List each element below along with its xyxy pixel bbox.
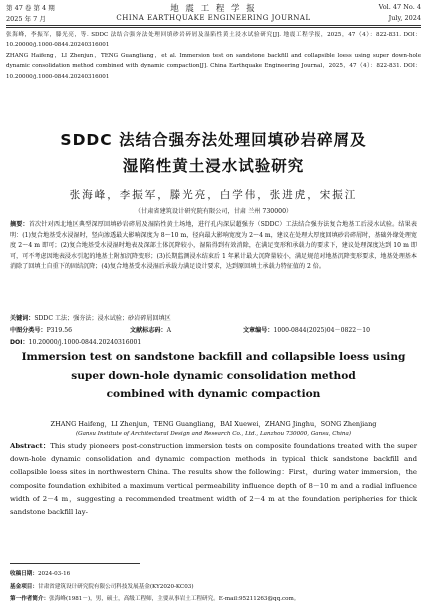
cn-affiliation: （甘肃省建筑设计研究院有限公司，甘肃 兰州 730000） [134, 208, 293, 215]
cn-keywords-text: SDDC 工法；强夯法；浸水试验；砂岩碎屑回填区 [34, 315, 171, 322]
cn-keywords [10, 314, 417, 325]
doi-value: 10.20000/j.1000-0844.20240316001 [28, 339, 142, 346]
doc-code: A [166, 327, 171, 334]
header-volume-en: Vol. 47 No. 4 [378, 3, 421, 11]
en-title-line1: Immersion test on sandstone backfill and collapsible loess using [21, 351, 406, 363]
author-bio-text: 张海峰(1981－)，男，硕士，高级工程师，主要从事岩土工程研究。E-mail:95211263@qq.com。 [49, 596, 300, 602]
meta-line-1 [10, 326, 417, 337]
cn-abstract-text: 首次针对西北地区典型深厚回填砂岩碎屑及湿陷性黄土场地，进行孔内深层超强夯（SDDC）工法结合强夯法复合地基工后浸水试验。结果表明：(1)复合地基受水浸湿时，竖向渗透最大影响深度为 8～10 m，径向最大影响宽度为 2～4 m，建议在处理大厚度回填砂岩碎屑时，基础外缘处理宽度 2～4 m 即可；(2)复合地基受水浸湿时地表及深部土体沉降较小，湿陷得到有效消除，在满足变形和承载力的要求下，建议处理深度达到 10 m 即可，可不考虑因地表浸水引起的地基土附加沉降变形；(3)长期监测浸水结束后 1 年累计最大沉降量较小，满足规范对地基沉降变形要求，地基处理基本消除了回填土自重下的固结沉降；(4)复合地基受水浸湿后承载力满足设计要求，达到原回填土承载力特征值的 2 倍。 [10, 221, 418, 270]
footnote-author [10, 594, 299, 602]
received-date: 2024-03-16 [37, 571, 71, 577]
cn-keywords-label: 关键词： [10, 315, 35, 322]
footnote-received [10, 569, 70, 577]
en-abstract-label: Abstract： [10, 442, 51, 450]
clc-label: 中图分类号： [10, 327, 47, 334]
clc-number: P319.56 [46, 327, 72, 334]
citation-cn: 张海峰，李振军，滕光亮，等. SDDC 法结合强夯法处理回填砂岩碎屑及湿陷性黄土浸水试验研究[J]. 地震工程学报，2025，47（4）：822-831. DOI：10.20000/j.1000-0844.20240316001 [6, 32, 421, 49]
cn-title-line2: 湿陷性黄土浸水试验研究 [122, 157, 305, 175]
header-rule-thin [6, 27, 421, 28]
en-authors: ZHANG Haifeng，LI Zhenjun，TENG Guangliang，BAI Xuewei，ZHANG Jinghu，SONG Zhenjiang [50, 420, 377, 428]
author-bio-label: 第一作者简介： [10, 596, 50, 602]
meta-line-2 [10, 338, 417, 349]
footnote-fund [10, 582, 194, 590]
cn-abstract [10, 220, 417, 273]
cn-authors: 张海峰，李振军，滕光亮，白学伟，张进虎，宋振江 [69, 189, 358, 201]
citation-en: ZHANG Haifeng，LI Zhenjun，TENG Guangliang，et al. Immersion test on sandstone backfill and collapsible loess using super down-hole dynamic consolidation method combined with dynamic compaction[J]. China Earthquake Engineering Journal，2025，47（4）：822-831. DOI：10.20000/j.1000-0844.20240316001 [6, 53, 421, 80]
en-title [0, 348, 427, 404]
cn-abstract-label: 摘要： [10, 221, 29, 228]
en-title-line3: combined with dynamic compaction [106, 388, 321, 401]
en-abstract-text: This study pioneers post-construction immersion tests on composite foundations treated with the super down-hole dynamic consolidation and dynamic compaction methods in typical thick sandstone backfill and collapsible loess sites in northwestern China. The results show the following：First，during water immersion，the composite foundation exhibited a maximum vertical permeability influence depth of 8－10 m and a radial influence width of 2－4 m，suggesting a recommended treatment width of 2－4 m at the foundation peripheries for thick sandstone backfill lay- [10, 442, 417, 517]
fund-label: 基金项目： [10, 584, 38, 590]
header-rule [6, 25, 421, 26]
header-volume-cn: 第 47 卷 第 4 期 [6, 4, 55, 12]
header-journal-cn: 地 震 工 程 学 报 [170, 4, 257, 14]
footnote-rule [10, 563, 140, 564]
header-date-en: July, 2024 [388, 14, 421, 22]
header-date-cn: 2025 年 7 月 [6, 15, 46, 23]
fund-text: 甘肃省建筑设计研究院有限公司科技发展基金(KY2020-KC03) [37, 584, 194, 590]
en-abstract [10, 440, 417, 519]
received-label: 收稿日期： [10, 571, 38, 577]
doc-code-label: 文献标志码： [130, 327, 167, 334]
cn-title-line1: SDDC 法结合强夯法处理回填砂岩碎屑及 [60, 131, 367, 149]
article-no: 1000-0844(2025)04－0822－10 [273, 327, 370, 334]
en-affiliation: (Gansu Institute of Architectural Design and Research Co., Ltd., Lanzhou 730000, Gansu, China) [75, 431, 352, 437]
en-title-line2: super down-hole dynamic consolidation method [71, 369, 356, 382]
header-journal-en: CHINA EARTHQUAKE ENGINEERING JOURNAL [116, 14, 311, 22]
doi-label: DOI： [10, 339, 29, 346]
article-no-label: 文章编号： [242, 327, 274, 334]
